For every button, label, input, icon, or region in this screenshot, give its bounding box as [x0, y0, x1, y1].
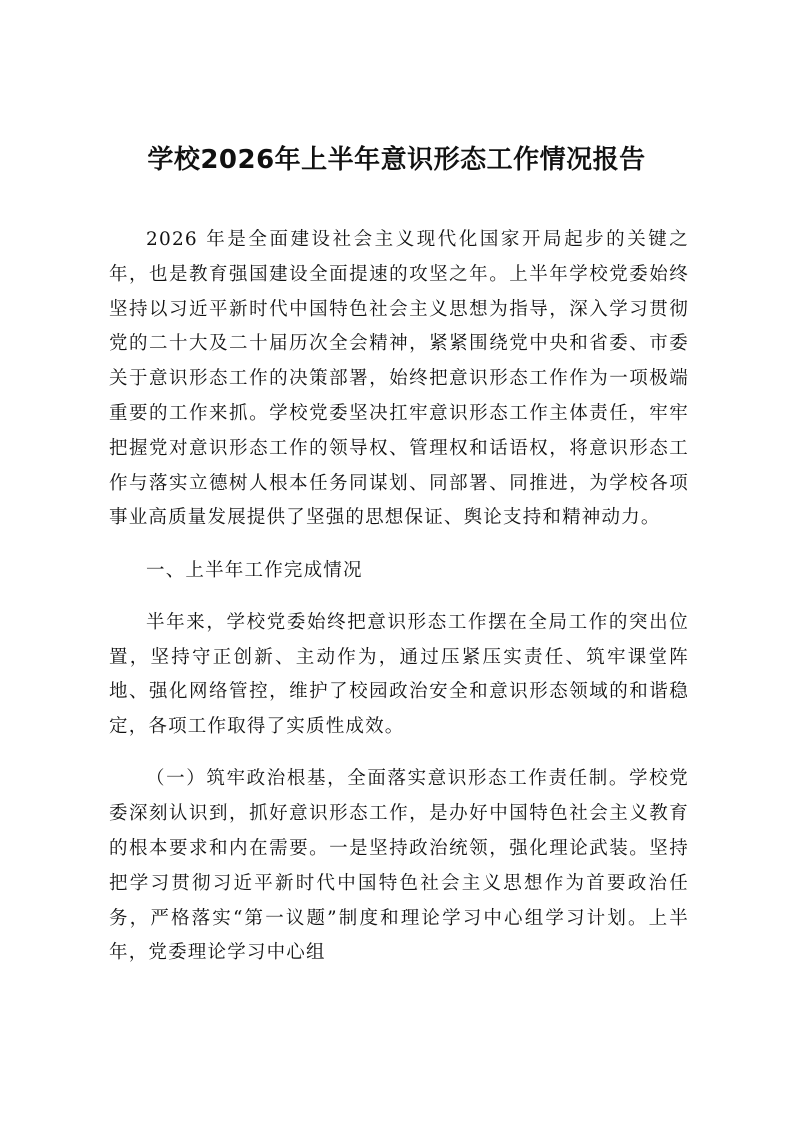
intro-paragraph: 2026 年是全面建设社会主义现代化国家开局起步的关键之年，也是教育强国建设全面提速的攻坚之年。上半年学校党委始终坚持以习近平新时代中国特色社会主义思想为指导，深入学习贯彻党的二十大及二十届历次全会精神，紧紧围绕党中央和省委、市委关于意识形态工作的决策部署，始终把意识形态工作作为一项极端重要的工作来抓。学校党委坚决扛牢意识形态工作主体责任，牢牢把握党对意识形态工作的领导权、管理权和话语权，将意识形态工作与落实立德树人根本任务同谋划、同部署、同推进，为学校各项事业高质量发展提供了坚强的思想保证、舆论支持和精神动力。 [109, 229, 689, 529]
document-body [109, 223, 689, 989]
section-heading: 一、上半年工作完成情况 [146, 559, 363, 581]
summary-paragraph: 半年来，学校党委始终把意识形态工作摆在全局工作的突出位置，坚持守正创新、主动作为，通过压紧压实责任、筑牢课堂阵地、强化网络管控，维护了校园政治安全和意识形态领域的和谐稳定，各项工作取得了实质性成效。 [109, 611, 689, 738]
page-title: 学校2026年上半年意识形态工作情况报告 [147, 145, 646, 175]
subsection-paragraph: （一）筑牢政治根基，全面落实意识形态工作责任制。学校党委深刻认识到，抓好意识形态工作，是办好中国特色社会主义教育的根本要求和内在需要。一是坚持政治统领，强化理论武装。坚持把学习贯彻习近平新时代中国特色社会主义思想作为首要政治任务，严格落实“第一议题”制度和理论学习中心组学习计划。上半年，党委理论学习中心组 [109, 768, 689, 964]
